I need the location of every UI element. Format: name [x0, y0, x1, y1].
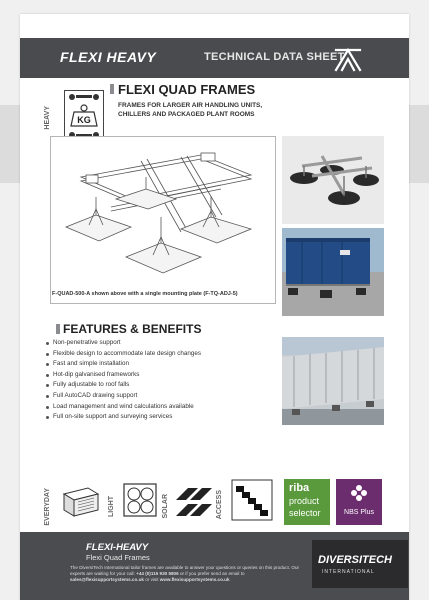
frame-diagram — [50, 136, 276, 304]
diversitech-logo — [312, 540, 408, 588]
diagram-caption: F-QUAD-500-A shown above with a single mounting plate (F-TQ-ADJ-5) — [52, 291, 238, 297]
installation-photo-rooftop — [282, 337, 384, 425]
product-title: FLEXI QUAD FRAMES — [118, 82, 256, 97]
footer-email-link[interactable]: sales@flexisupportsystems.co.uk — [70, 577, 144, 582]
feature-item: Full on-site support and surveying services — [45, 412, 201, 423]
feature-item: Fully adjustable to roof falls — [45, 380, 201, 391]
footer-title: FLEXI-HEAVY — [86, 542, 149, 553]
title-accent-bar — [110, 84, 114, 94]
features-accent-bar — [56, 324, 60, 334]
feature-item: Hot-dip galvanised frameworks — [45, 370, 201, 381]
condenser-unit-icon — [58, 478, 102, 522]
riba-badge-line2: product — [289, 496, 320, 506]
nbs-plus-badge[interactable] — [336, 479, 382, 525]
diversitech-logo-name: DIVERSITECH — [318, 554, 392, 566]
weight-kg-icon — [64, 90, 104, 142]
features-title: FEATURES & BENEFITS — [63, 322, 202, 336]
category-solar-label: SOLAR — [162, 494, 169, 519]
header-brand: FLEXI HEAVY — [60, 49, 157, 65]
quad-frame-drawing — [51, 137, 275, 287]
footer-text-pre: The DiversiTech International tailor frames are available to answer your questions or queries on this product. Our experts are waiting for your call: — [70, 565, 300, 576]
kg-badge-text: KG — [77, 115, 91, 125]
stairs-icon — [230, 478, 274, 522]
header-sheet-type: TECHNICAL DATA SHEET — [204, 51, 345, 63]
riba-badge-line1: riba — [289, 482, 310, 494]
category-access-label: ACCESS — [216, 490, 223, 520]
category-everyday-label: EVERYDAY — [44, 488, 51, 526]
outdoor-fan-unit-icon — [120, 478, 160, 522]
side-tab-left — [0, 105, 20, 183]
footer-phone[interactable]: +44 (0)115 930 5806 — [136, 571, 179, 576]
category-label: HEAVY — [44, 106, 51, 130]
riba-badge-line3: selector — [289, 508, 321, 518]
product-photo-frame — [282, 136, 384, 224]
installation-photo-generator — [282, 228, 384, 316]
footer-bar — [20, 532, 409, 600]
feature-item: Load management and wind calculations available — [45, 402, 201, 413]
footer-contact-text — [70, 565, 310, 583]
solar-panels-icon — [172, 478, 216, 522]
side-tab-right — [409, 105, 429, 183]
footer-text-post: or visit — [143, 577, 160, 582]
riba-product-selector-badge[interactable] — [284, 479, 330, 525]
feature-item: Fast and simple installation — [45, 359, 201, 370]
product-subtitle: FRAMES FOR LARGER AIR HANDLING UNITS, CHILLERS AND PACKAGED PLANT ROOMS — [118, 102, 263, 118]
category-light-label: LIGHT — [108, 496, 115, 517]
features-list — [45, 338, 201, 423]
header-bar — [20, 38, 409, 78]
nbs-flower-icon — [350, 484, 368, 502]
feature-item: Non-penetrative support — [45, 338, 201, 349]
feature-item: Flexible design to accommodate late design changes — [45, 349, 201, 360]
brand-logo-icon — [332, 42, 364, 74]
feature-item: Full AutoCAD drawing support — [45, 391, 201, 402]
diversitech-logo-subtitle: INTERNATIONAL — [322, 569, 375, 575]
datasheet-page — [20, 14, 409, 600]
footer-text-mid: or if you prefer send an email to — [178, 571, 245, 576]
footer-subtitle: Flexi Quad Frames — [86, 553, 150, 562]
nbs-badge-label: NBS Plus — [344, 509, 374, 516]
footer-website-link[interactable]: www.flexisupportsystems.co.uk — [159, 577, 230, 582]
